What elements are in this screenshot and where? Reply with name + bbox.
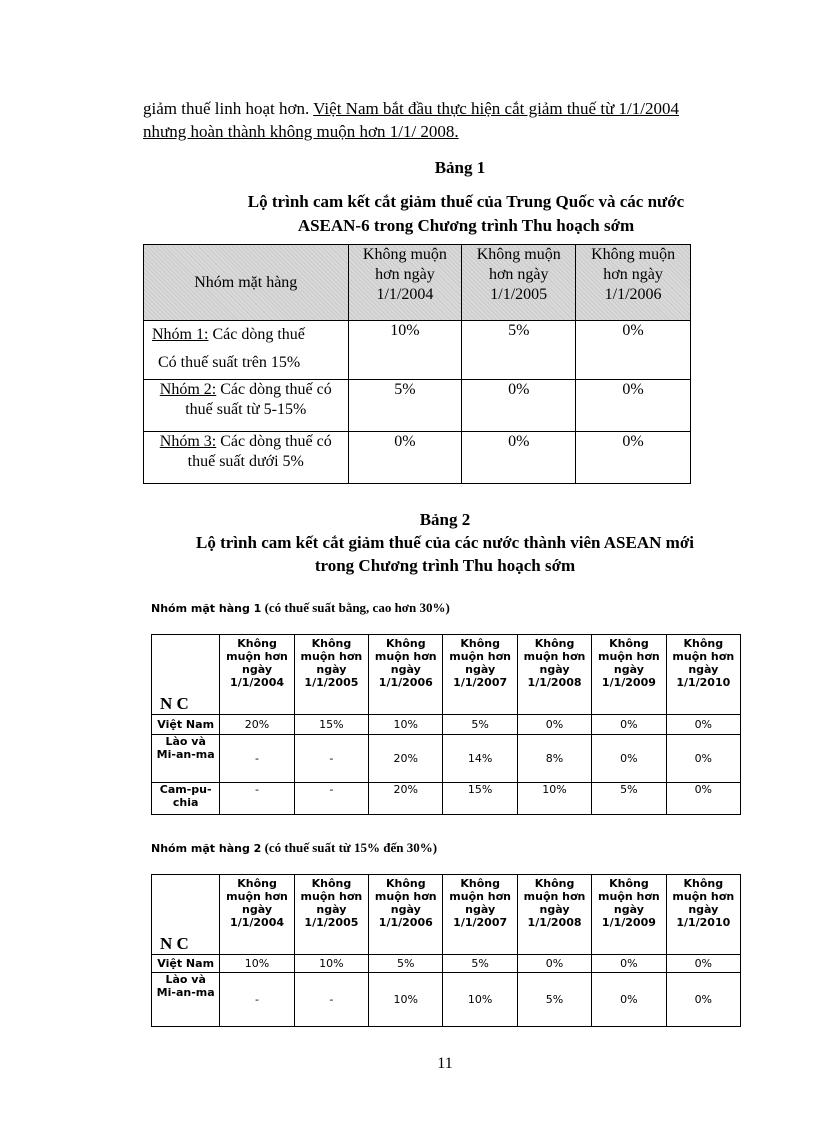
group2-cell: 5% [369,955,443,973]
group2-cell: 5% [517,973,591,1027]
group2-country: Việt Nam [152,955,220,973]
group1-col-header: Không muộn hơn ngày 1/1/2008 [517,635,591,715]
table1-cell: 0% [576,432,691,484]
group1-col-header: Không muộn hơn ngày 1/1/2009 [592,635,666,715]
group1-cell: 0% [666,735,740,783]
group1-cell: 0% [592,715,666,735]
group2-cell: - [220,973,294,1027]
group2-cell: 0% [517,955,591,973]
group2-cell: 5% [443,955,517,973]
table1-cell: 5% [462,321,576,380]
table1-header-col: Không muộn hơn ngày 1/1/2004 [348,245,462,321]
group1-cell: - [220,735,294,783]
group1-cell: - [294,735,368,783]
table1-row [144,321,691,380]
group1-cell: 5% [592,783,666,815]
group2-row [152,973,741,1027]
group1-cell: 20% [369,735,443,783]
group1-col-header: Không muộn hơn ngày 1/1/2006 [369,635,443,715]
group1-cell: - [220,783,294,815]
group2-cell: 10% [294,955,368,973]
group2-col-header: Không muộn hơn ngày 1/1/2008 [517,875,591,955]
group1-cell: 0% [666,783,740,815]
intro-underlined-2: nhưng hoàn thành không muộn hơn 1/1/ 2008. [143,122,459,141]
group2-cell: 10% [369,973,443,1027]
table2-title-line1: Lộ trình cam kết cắt giảm thuế của các nước thành viên ASEAN mới [196,533,694,552]
table1-cell: 0% [462,432,576,484]
table1-header-col: Không muộn hơn ngày 1/1/2005 [462,245,576,321]
table1-row [144,380,691,432]
group2-nc-header: N C [152,875,220,955]
table1-header-col: Không muộn hơn ngày 1/1/2006 [576,245,691,321]
group2-table [151,874,741,1027]
table1-header-group: Nhóm mặt hàng [144,245,349,321]
group2-cell: 10% [220,955,294,973]
group1-col-header: Không muộn hơn ngày 1/1/2005 [294,635,368,715]
group1-cell: 20% [369,783,443,815]
group1-col-header: Không muộn hơn ngày 1/1/2007 [443,635,517,715]
intro-underlined-1: Việt Nam bắt đầu thực hiện cắt giảm thuế từ 1/1/2004 [313,99,679,118]
group2-col-header: Không muộn hơn ngày 1/1/2009 [592,875,666,955]
page-number: 11 [437,1055,453,1072]
group1-cell: - [294,783,368,815]
group1-table [151,634,741,815]
group2-cell: 10% [443,973,517,1027]
group1-country: Lào và Mi-an-ma [152,735,220,783]
group1-cell: 0% [517,715,591,735]
group2-col-header: Không muộn hơn ngày 1/1/2004 [220,875,294,955]
group1-cell: 14% [443,735,517,783]
table1 [143,244,691,484]
table2-title-line2: trong Chương trình Thu hoạch sớm [314,556,576,575]
group2-cell: 0% [592,973,666,1027]
group2-col-header: Không muộn hơn ngày 1/1/2010 [666,875,740,955]
group2-cell: - [294,973,368,1027]
table1-row-label: Nhóm 1: Các dòng thuế Có thuế suất trên 15% [144,321,349,380]
group1-cell: 8% [517,735,591,783]
table1-title-line1: Lộ trình cam kết cắt giảm thuế của Trung Quốc và các nước [247,192,685,211]
group1-country: Việt Nam [152,715,220,735]
table1-row-label: Nhóm 3: Các dòng thuế có thuế suất dưới 5% [144,432,349,484]
group1-cell: 10% [517,783,591,815]
group2-cell: 0% [592,955,666,973]
group2-col-header: Không muộn hơn ngày 1/1/2007 [443,875,517,955]
group1-cell: 0% [592,735,666,783]
group2-row [152,955,741,973]
table1-row [144,432,691,484]
intro-plain: giảm thuế linh hoạt hơn. [143,99,314,118]
group1-row [152,715,741,735]
group2-label: Nhóm mặt hàng 2 (có thuế suất từ 15% đến 30%) [151,840,438,855]
table2-label: Bảng 2 [419,510,471,529]
group1-row [152,735,741,783]
group2-cell: 0% [666,973,740,1027]
group1-cell: 15% [294,715,368,735]
group1-label: Nhóm mặt hàng 1 (có thuế suất bằng, cao hơn 30%) [151,600,450,615]
group1-cell: 15% [443,783,517,815]
group1-cell: 5% [443,715,517,735]
intro-line-1 [143,98,743,120]
group1-cell: 10% [369,715,443,735]
group1-row [152,783,741,815]
table1-cell: 0% [576,380,691,432]
table1-cell: 0% [348,432,462,484]
group1-cell: 20% [220,715,294,735]
group1-nc-header: N C [152,635,220,715]
group2-col-header: Không muộn hơn ngày 1/1/2005 [294,875,368,955]
group2-cell: 0% [666,955,740,973]
table1-cell: 10% [348,321,462,380]
group1-col-header: Không muộn hơn ngày 1/1/2010 [666,635,740,715]
table1-row-label: Nhóm 2: Các dòng thuế có thuế suất từ 5-15% [144,380,349,432]
group2-country: Lào và Mi-an-ma [152,973,220,1027]
table1-cell: 0% [576,321,691,380]
table1-cell: 5% [348,380,462,432]
group1-col-header: Không muộn hơn ngày 1/1/2004 [220,635,294,715]
table1-label: Bảng 1 [434,158,486,177]
group1-cell: 0% [666,715,740,735]
group2-col-header: Không muộn hơn ngày 1/1/2006 [369,875,443,955]
group1-country: Cam-pu- chia [152,783,220,815]
table1-title-line2: ASEAN-6 trong Chương trình Thu hoạch sớm [297,216,635,235]
table1-cell: 0% [462,380,576,432]
